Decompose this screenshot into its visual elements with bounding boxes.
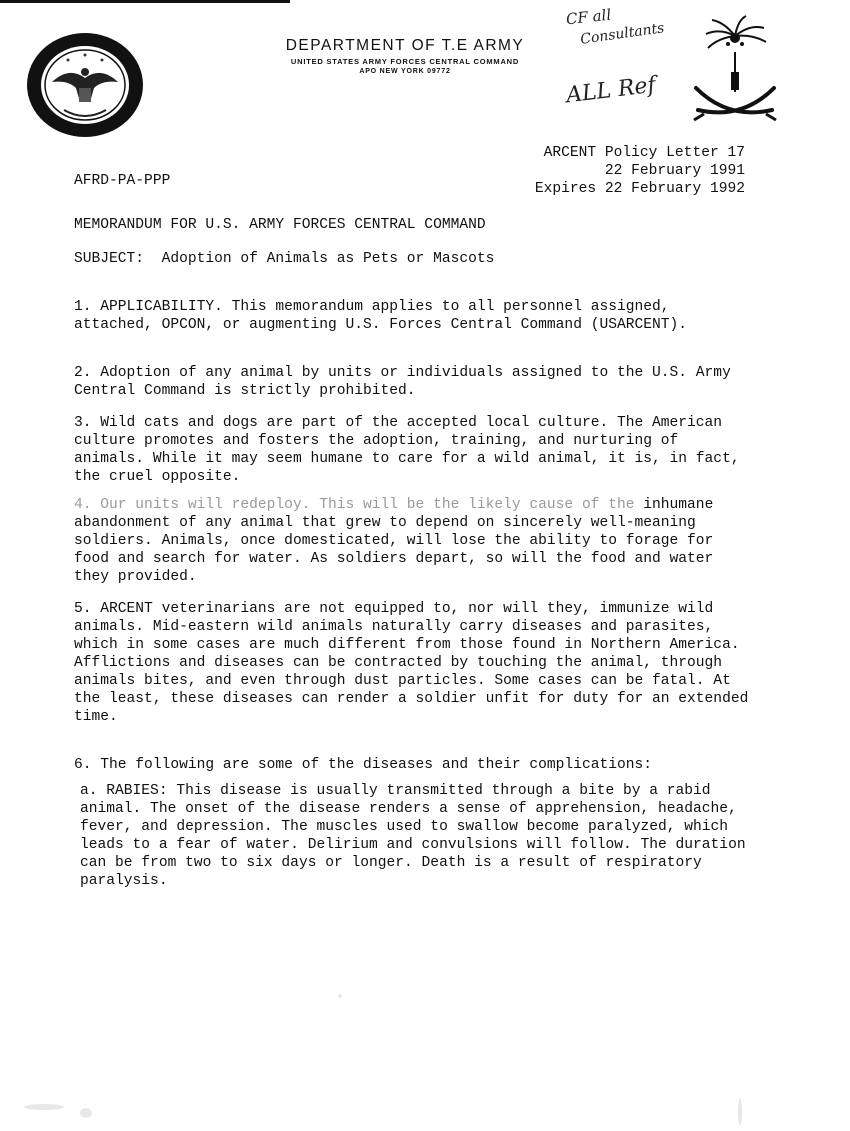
scan-smudge: [338, 994, 342, 998]
handwritten-consultants-note: Consultants: [579, 20, 666, 48]
memorandum-for-line: MEMORANDUM FOR U.S. ARMY FORCES CENTRAL COMMAND: [74, 217, 486, 233]
scan-smudge: [80, 1108, 92, 1118]
policy-letter-number: ARCENT Policy Letter 17: [543, 145, 745, 161]
paragraph-redeployment: [74, 496, 754, 586]
paragraph-redeployment-text: inhumane abandonment of any animal that grew to depend on sincerely well-meaning soldiers. Animals, once domesticated, will lose the ability to forage for food and search for water. As soldiers depart, so will the food and water they provided.: [74, 497, 714, 585]
command-name: UNITED STATES ARMY FORCES CENTRAL COMMAND: [290, 57, 520, 66]
policy-date: 22 February 1991: [604, 163, 745, 179]
paragraph-adoption-prohibited: 2. Adoption of any animal by units or individuals assigned to the U.S. Army Central Command is strictly prohibited.: [74, 365, 731, 399]
subject-line: SUBJECT: Adoption of Animals as Pets or Mascots: [74, 251, 495, 267]
paragraph-redeployment-faded-line: 4. Our units will redeploy. This will be the likely cause of the: [74, 497, 635, 513]
handwritten-cf-note: CF all: [565, 5, 613, 29]
top-rule: [0, 0, 290, 3]
paragraph-local-culture: 3. Wild cats and dogs are part of the accepted local culture. The American culture promotes and fosters the adoption, training, and nurturing of animals. While it may seem humane to care for a wild animal, it is, in fact, the cruel opposite.: [74, 415, 740, 485]
apo-address: APO NEW YORK 09772: [359, 68, 451, 75]
letterhead: [230, 36, 580, 77]
paragraph-applicability: 1. APPLICABILITY. This memorandum applies to all personnel assigned, attached, OPCON, or augmenting U.S. Forces Central Command (USARCENT).: [74, 299, 688, 333]
scan-smudge: [738, 1098, 742, 1126]
policy-letter-block: [505, 144, 745, 198]
handwritten-all-ref-note: ALL Ref: [564, 72, 658, 109]
palm-swords-emblem-icon: [688, 14, 782, 126]
department-name: DEPARTMENT OF T.E ARMY: [285, 37, 525, 54]
paragraph-diseases-intro: 6. The following are some of the diseases and their complications:: [74, 757, 653, 773]
department-seal-icon: [24, 30, 146, 140]
scan-smudge: [24, 1104, 64, 1110]
paragraph-rabies: a. RABIES: This disease is usually transmitted through a bite by a rabid animal. The onset of the disease renders a sense of apprehension, headache, fever, and depression. The muscles used to swallow become paralyzed, which leads to a fear of water. Delirium and convulsions will follow. The duration can be from two to six days or longer. Death is a result of respiratory paralysis.: [80, 783, 746, 889]
policy-expiration: Expires 22 February 1992: [534, 181, 745, 197]
paragraph-veterinarians: 5. ARCENT veterinarians are not equipped to, nor will they, immunize wild animals. Mid-eastern wild animals naturally carry diseases and parasites, which in some cases are much different from those found in Northern America. Afflictions and diseases can be contracted by touching the animal, through animals bites, and even through dust particles. Some cases can be fatal. At the least, these diseases can render a soldier unfit for duty for an extended time.: [74, 601, 749, 725]
office-symbol: AFRD-PA-PPP: [74, 173, 171, 189]
